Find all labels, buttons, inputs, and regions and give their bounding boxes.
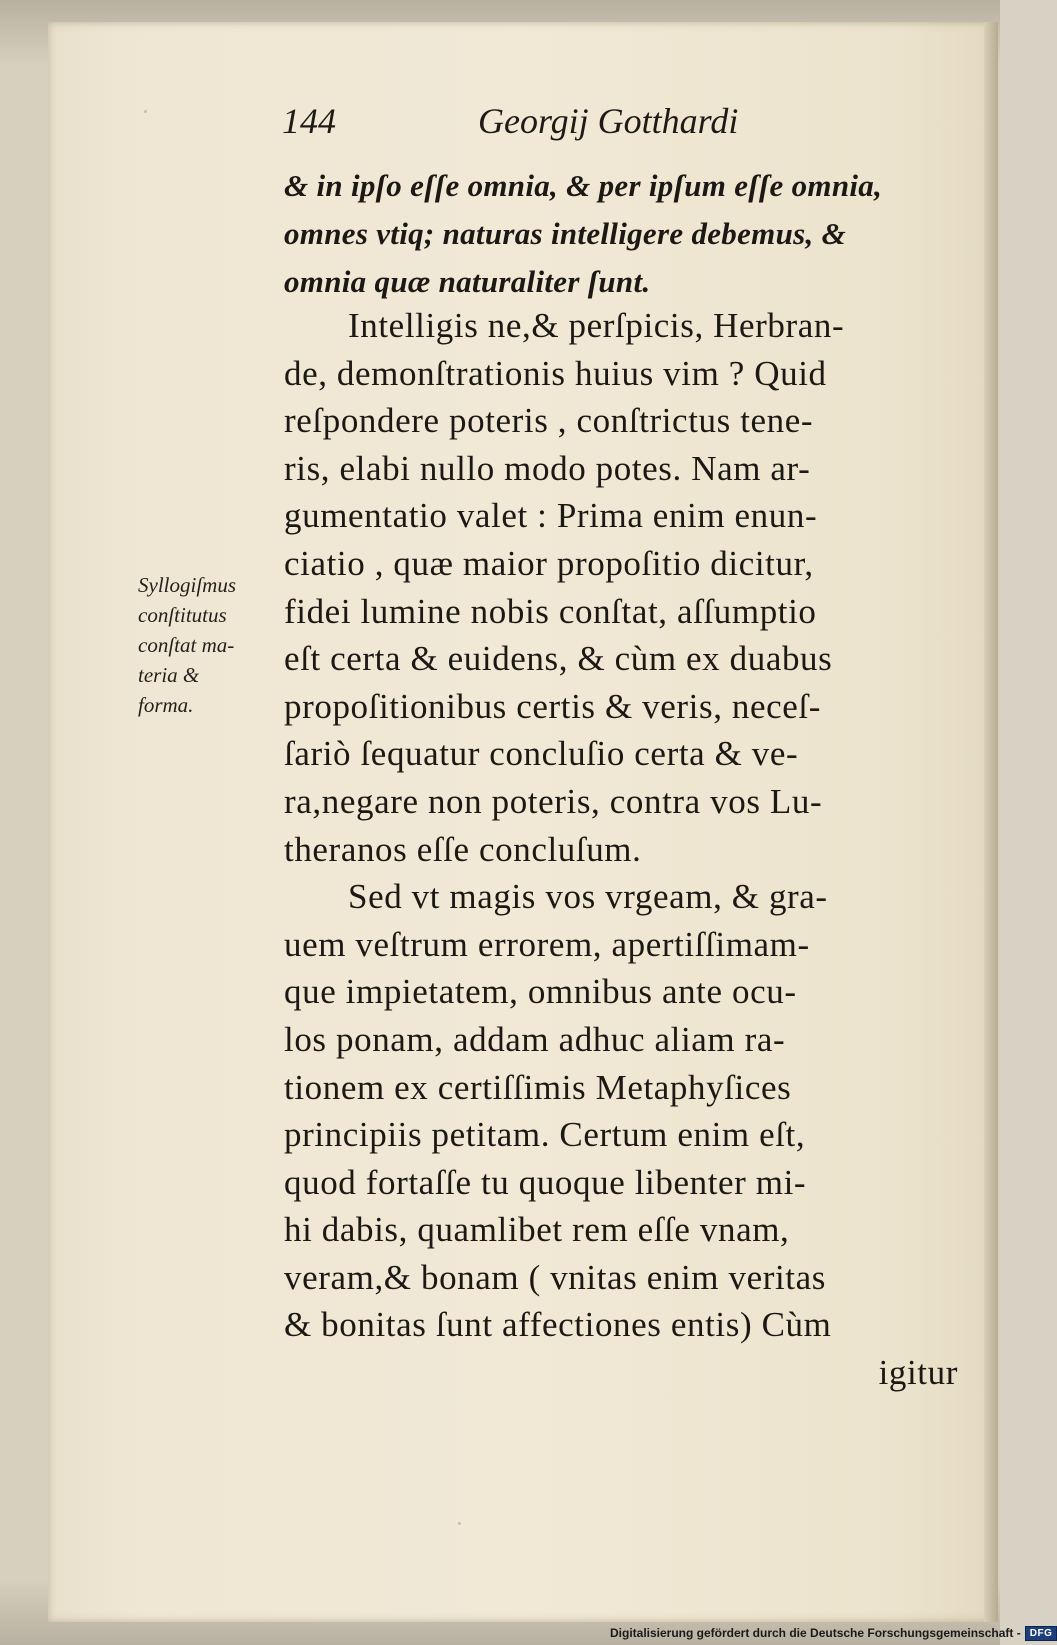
margin-line: Syllogiſmus	[138, 573, 236, 597]
running-title: Georgij Gotthardi	[478, 101, 739, 141]
text-line: Sed vt magis vos vrgeam, & gra-	[348, 877, 828, 917]
paper-speck	[144, 110, 147, 113]
margin-line: teria &	[138, 663, 200, 687]
marginal-note	[138, 570, 268, 720]
text-line: ra,negare non poteris, contra vos Lu-	[284, 781, 823, 821]
text-line: gumentatio valet : Prima enim enun-	[284, 496, 818, 536]
text-line: ſariò ſequatur concluſio certa & ve-	[284, 734, 799, 774]
margin-line: conſtitutus	[138, 603, 227, 627]
body-text	[284, 302, 964, 1397]
text-line: reſpondere poteris , conſtrictus tene-	[284, 401, 814, 441]
text-line: ris, elabi nullo modo potes. Nam ar-	[284, 448, 811, 488]
text-line: omnia quæ naturaliter ſunt.	[284, 264, 651, 299]
text-line: ciatio , quæ maior propoſitio dicitur,	[284, 543, 814, 583]
text-line: fidei lumine nobis conſtat, aſſumptio	[284, 591, 817, 631]
text-line: veram,& bonam ( vnitas enim veritas	[284, 1257, 826, 1297]
catchword: igitur	[878, 1353, 958, 1393]
text-line: tionem ex certiſſimis Metaphyſices	[284, 1067, 792, 1107]
text-line: & in ipſo eſſe omnia, & per ipſum eſſe omnia,	[284, 168, 883, 203]
text-line: theranos eſſe concluſum.	[284, 829, 642, 869]
page-header	[282, 100, 762, 150]
margin-line: conſtat ma-	[138, 633, 235, 657]
text-line: de, demonſtrationis huius vim ? Quid	[284, 353, 827, 393]
text-line: Intelligis ne,& perſpicis, Herbran-	[348, 306, 845, 345]
page-edge	[984, 22, 998, 1622]
text-line: que impietatem, omnibus ante ocu-	[284, 972, 797, 1012]
margin-line: forma.	[138, 693, 194, 717]
text-line: quod fortaſſe tu quoque libenter mi-	[284, 1162, 807, 1202]
digitization-credit	[610, 1624, 1057, 1642]
page-number: 144	[282, 101, 336, 141]
credit-text: Digitalisierung gefördert durch die Deutsche Forschungsgemeinschaft -	[610, 1626, 1021, 1640]
text-line: propoſitionibus certis & veris, neceſ-	[284, 686, 821, 726]
text-line: eſt certa & euidens, & cùm ex duabus	[284, 639, 833, 679]
text-line: omnes vtiq; naturas intelligere debemus, &	[284, 216, 847, 251]
text-line: uem veſtrum errorem, apertiſſimam-	[284, 924, 810, 964]
text-line: hi dabis, quamlibet rem eſſe vnam,	[284, 1210, 790, 1250]
paper-speck	[458, 1522, 461, 1525]
text-line: los ponam, addam adhuc aliam ra-	[284, 1019, 786, 1059]
text-line: principiis petitam. Certum enim eſt,	[284, 1115, 806, 1155]
italic-quotation	[284, 162, 964, 306]
dfg-logo-icon: DFG	[1025, 1626, 1057, 1641]
text-line: & bonitas ſunt affectiones entis) Cùm	[284, 1305, 832, 1345]
